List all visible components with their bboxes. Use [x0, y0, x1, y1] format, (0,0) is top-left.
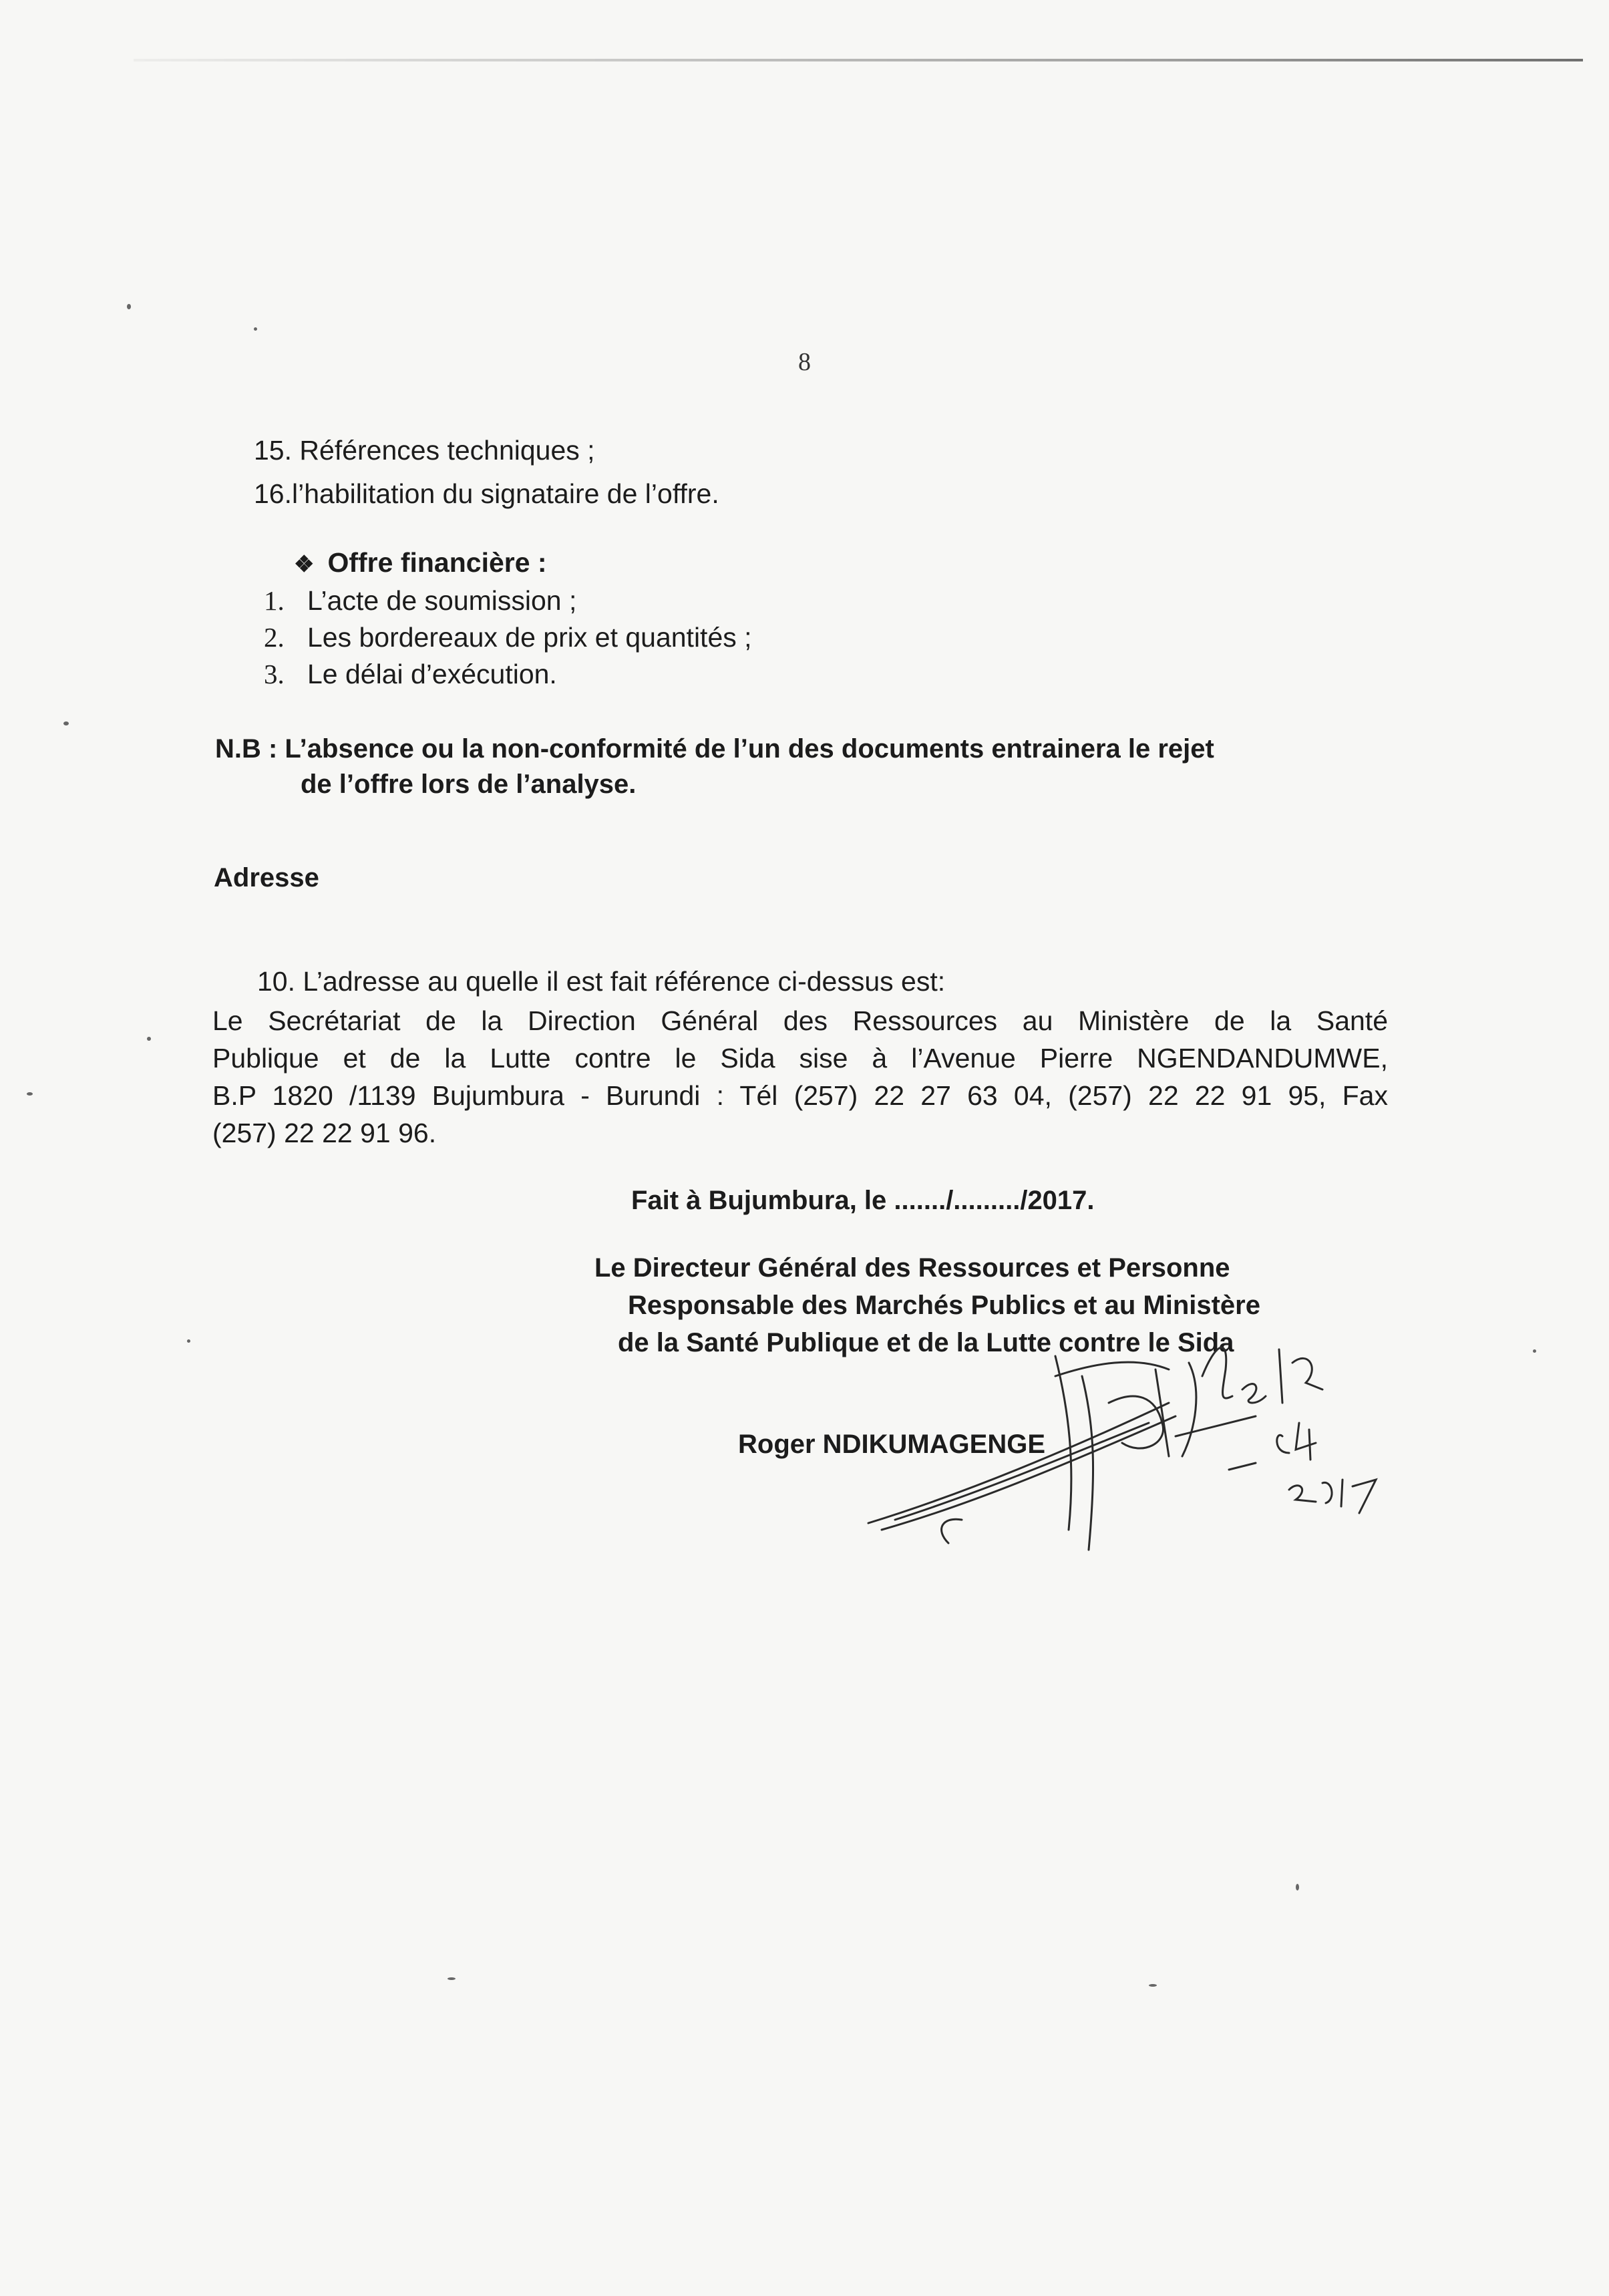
- nb-note-line-2: de l’offre lors de l’analyse.: [301, 770, 637, 799]
- scan-speck: [1296, 1884, 1299, 1891]
- list-item-text: L’acte de soumission ;: [307, 585, 577, 616]
- scan-speck: [127, 304, 131, 309]
- signatory-title-line: Le Directeur Général des Ressources et Personne: [594, 1253, 1230, 1283]
- address-paragraph: [212, 1002, 1388, 1152]
- page-number: 8: [798, 348, 811, 376]
- diamond-bullet-icon: ❖: [294, 552, 315, 577]
- scan-top-edge: [134, 59, 1583, 61]
- signatory-name: Roger NDIKUMAGENGE: [738, 1430, 1046, 1459]
- scan-speck: [63, 721, 69, 725]
- nb-note-line-1: N.B : L’absence ou la non-conformité de l’un des documents entrainera le rejet: [215, 734, 1214, 764]
- list-item-text: Le délai d’exécution.: [307, 659, 557, 689]
- address-line: B.P 1820 /1139 Bujumbura - Burundi : Tél (257) 22 27 63 04, (257) 22 22 91 95, Fax: [212, 1080, 1388, 1111]
- list-item: [254, 478, 719, 510]
- list-item-text: l’habilitation du signataire de l’offre.: [292, 478, 719, 509]
- address-heading: Adresse: [214, 863, 319, 892]
- financial-offer-heading: [294, 546, 547, 581]
- address-line: (257) 22 22 91 96.: [212, 1118, 437, 1148]
- list-item: [264, 585, 576, 617]
- address-line: Publique et de la Lutte contre le Sida sise à l’Avenue Pierre NGENDANDUMWE,: [212, 1043, 1388, 1074]
- scan-speck: [1533, 1349, 1536, 1353]
- list-item: [264, 621, 752, 653]
- financial-offer-title: Offre financière :: [327, 547, 547, 578]
- signatory-title-line: Responsable des Marchés Publics et au Ministère: [628, 1291, 1260, 1320]
- list-item-number: 3.: [264, 659, 285, 689]
- list-item: [254, 434, 595, 466]
- scan-speck: [1149, 1984, 1157, 1987]
- signatory-title-line: de la Santé Publique et de la Lutte contre le Sida: [618, 1328, 1234, 1357]
- address-line: Le Secrétariat de la Direction Général des Ressources au Ministère de la Santé: [212, 1005, 1388, 1036]
- handwritten-date-note: [1202, 1347, 1376, 1513]
- list-item-text: Les bordereaux de prix et quantités ;: [307, 622, 752, 653]
- scan-speck: [27, 1092, 33, 1096]
- address-intro: 10. L’adresse au quelle il est fait référence ci-dessus est:: [257, 966, 946, 997]
- list-item-number: 1.: [264, 585, 285, 616]
- list-item: [264, 658, 557, 690]
- list-item-number: 15.: [254, 435, 292, 466]
- handwritten-signature: [855, 1329, 1456, 1570]
- scan-speck: [187, 1339, 190, 1343]
- list-item-text: Références techniques ;: [299, 435, 595, 466]
- scan-speck: [254, 327, 257, 331]
- scan-speck: [448, 1977, 456, 1980]
- list-item-number: 2.: [264, 622, 285, 653]
- date-line: Fait à Bujumbura, le ......./........./2017.: [631, 1186, 1095, 1215]
- list-item-number: 16.: [254, 478, 292, 509]
- scan-speck: [147, 1037, 151, 1041]
